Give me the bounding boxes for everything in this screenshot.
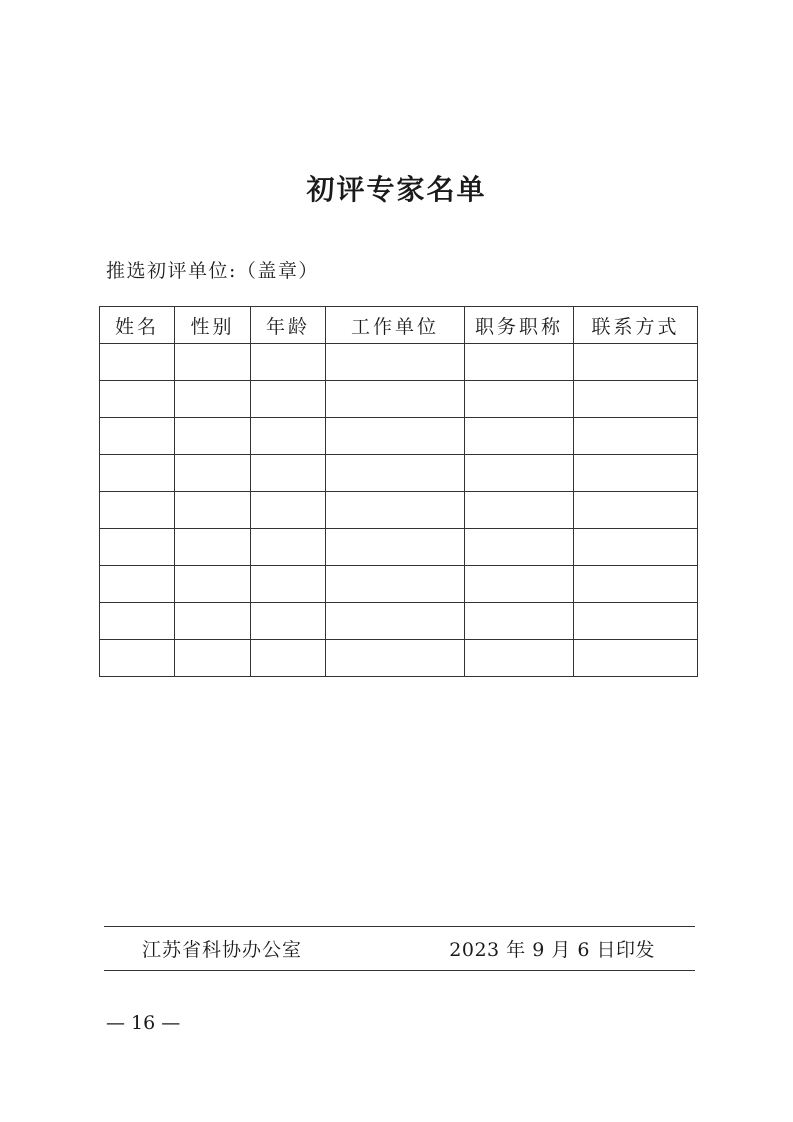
table-cell[interactable] [251, 418, 326, 455]
table-cell[interactable] [326, 529, 465, 566]
column-header-position-title: 职务职称 [465, 307, 574, 344]
table-cell[interactable] [100, 455, 175, 492]
table-cell[interactable] [251, 603, 326, 640]
column-header-age: 年龄 [251, 307, 326, 344]
table-cell[interactable] [465, 492, 574, 529]
table-cell[interactable] [100, 418, 175, 455]
table-row [100, 418, 698, 455]
table-cell[interactable] [100, 492, 175, 529]
table-cell[interactable] [574, 492, 698, 529]
column-header-name: 姓名 [100, 307, 175, 344]
table-cell[interactable] [100, 640, 175, 677]
issuer-name: 江苏省科协办公室 [142, 939, 303, 961]
table-cell[interactable] [465, 640, 574, 677]
table-cell[interactable] [574, 603, 698, 640]
table-cell[interactable] [251, 566, 326, 603]
table-cell[interactable] [251, 381, 326, 418]
table-cell[interactable] [326, 566, 465, 603]
footer-bottom-rule [104, 970, 695, 971]
table-cell[interactable] [465, 455, 574, 492]
table-cell[interactable] [574, 529, 698, 566]
table-cell[interactable] [326, 455, 465, 492]
table-cell[interactable] [175, 455, 251, 492]
table-cell[interactable] [100, 566, 175, 603]
table-cell[interactable] [175, 492, 251, 529]
column-header-work-unit: 工作单位 [326, 307, 465, 344]
table-cell[interactable] [100, 529, 175, 566]
table-cell[interactable] [574, 566, 698, 603]
table-cell[interactable] [326, 418, 465, 455]
table-row [100, 640, 698, 677]
table-cell[interactable] [175, 640, 251, 677]
table-row [100, 455, 698, 492]
table-cell[interactable] [574, 344, 698, 381]
table-cell[interactable] [326, 492, 465, 529]
table-cell[interactable] [175, 566, 251, 603]
table-cell[interactable] [465, 566, 574, 603]
table-row [100, 603, 698, 640]
table-cell[interactable] [326, 344, 465, 381]
document-title: 初评专家名单 [306, 173, 487, 206]
table-cell[interactable] [251, 344, 326, 381]
table-cell[interactable] [465, 344, 574, 381]
table-cell[interactable] [175, 529, 251, 566]
table-row [100, 492, 698, 529]
table-cell[interactable] [100, 381, 175, 418]
table-cell[interactable] [175, 344, 251, 381]
table-cell[interactable] [465, 418, 574, 455]
table-cell[interactable] [100, 344, 175, 381]
table-row [100, 344, 698, 381]
table-cell[interactable] [100, 603, 175, 640]
table-cell[interactable] [574, 640, 698, 677]
table-row [100, 566, 698, 603]
footer-top-rule [104, 926, 695, 927]
table-row [100, 381, 698, 418]
table-cell[interactable] [465, 603, 574, 640]
column-header-gender: 性别 [175, 307, 251, 344]
page-number: — 16 — [106, 1012, 181, 1034]
table-cell[interactable] [251, 455, 326, 492]
table-cell[interactable] [326, 381, 465, 418]
table-cell[interactable] [175, 381, 251, 418]
table-cell[interactable] [326, 603, 465, 640]
table-row [100, 529, 698, 566]
table-cell[interactable] [175, 418, 251, 455]
table-cell[interactable] [251, 640, 326, 677]
recommending-unit-label: 推选初评单位:（盖章） [106, 260, 319, 282]
table-cell[interactable] [175, 603, 251, 640]
table-cell[interactable] [574, 418, 698, 455]
table-header-row [100, 307, 698, 344]
table-cell[interactable] [251, 492, 326, 529]
table-cell[interactable] [465, 381, 574, 418]
table-cell[interactable] [574, 381, 698, 418]
table-cell[interactable] [251, 529, 326, 566]
table-cell[interactable] [326, 640, 465, 677]
issue-date: 2023 年 9 月 6 日印发 [449, 939, 655, 961]
table-cell[interactable] [465, 529, 574, 566]
column-header-contact: 联系方式 [574, 307, 698, 344]
expert-list-table [99, 306, 698, 677]
table-cell[interactable] [574, 455, 698, 492]
